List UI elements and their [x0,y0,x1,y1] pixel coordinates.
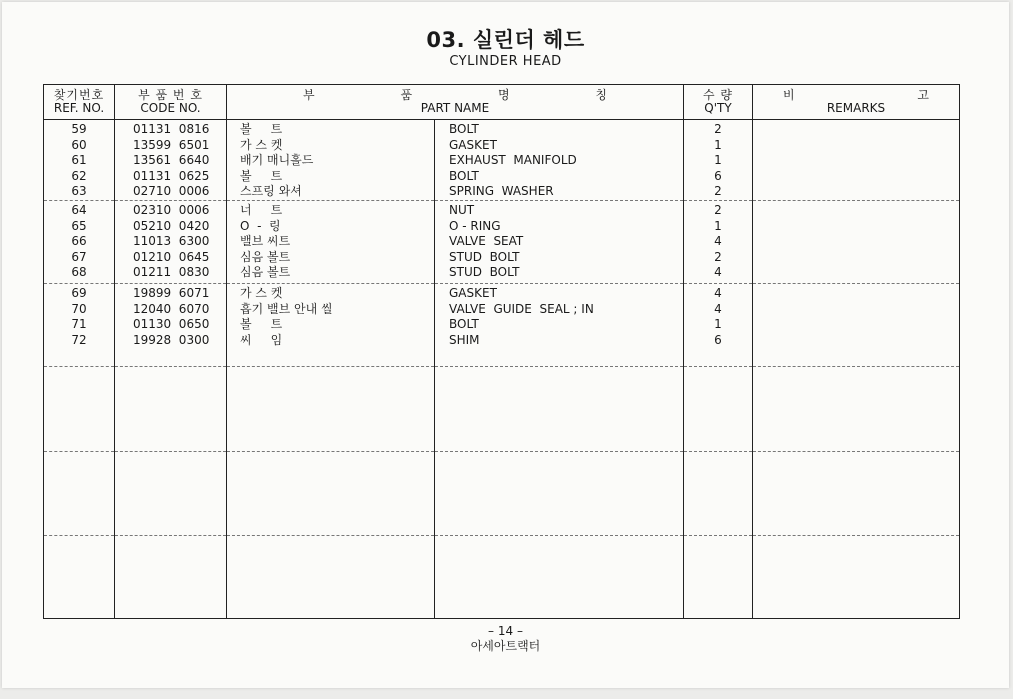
quantity: 2 [714,122,722,136]
part-name-ko-cell [227,535,435,618]
part-name-header-en: PART NAME [420,101,490,115]
ref-no-header-ko: 찾기번호 [53,88,105,102]
quantity: 4 [714,285,722,300]
code-no: 01211 0830 [133,265,210,280]
part-name-ko: 볼 트 [240,168,283,183]
quantity: 4 [714,265,722,280]
part-name-char-4: 칭 [595,88,607,102]
remarks-cell [753,120,960,201]
part-name-ko: 가 스 켓 [240,285,283,300]
part-name-en: SPRING WASHER [449,184,554,199]
ref-no: 60 [71,137,87,152]
quantity: 4 [714,234,722,249]
code-no-cell [115,535,227,618]
quantity-cell [684,283,753,366]
quantity: 2 [714,202,722,217]
part-name-ko: 스프링 와셔 [240,184,302,199]
code-no: 05210 0420 [133,218,210,233]
part-name-en: BOLT [449,317,479,332]
part-name-en: NUT [449,202,475,217]
part-name-en: BOLT [449,122,479,136]
ref-no-cell [44,283,115,366]
ref-no: 69 [71,285,87,300]
part-name-ko: 심음 볼트 [240,265,291,280]
code-no: 11013 6300 [133,234,210,249]
code-no-cell [115,120,227,201]
table-group-row [44,283,960,366]
quantity: 1 [714,218,722,233]
ref-no: 71 [71,317,87,332]
code-no-cell [115,283,227,366]
part-name-en: STUD BOLT [449,249,520,264]
ref-no-header-en: REF. NO. [53,101,105,115]
remarks-cell [753,366,960,451]
part-name-en-cell [435,200,684,283]
table-group-row [44,200,960,283]
table-group-row [44,120,960,201]
quantity-cell [684,200,753,283]
part-name-en: VALVE GUIDE SEAL ; IN [449,301,594,316]
document-page [2,2,1009,688]
part-name-ko: 씨 임 [240,332,283,347]
page-number: – 14 – [488,624,523,638]
ref-no: 70 [71,301,87,316]
code-no: 01131 0625 [133,168,210,183]
parts-table-body [44,120,960,619]
remarks-cell [753,451,960,535]
code-no: 02310 0006 [133,202,210,217]
page-footer [2,624,1009,654]
code-no: 12040 6070 [133,301,210,316]
part-name-char-3: 명 [497,88,510,102]
part-name-en: SHIM [449,332,480,347]
ref-no: 67 [71,249,87,264]
table-group-row [44,535,960,618]
ref-no-cell [44,200,115,283]
part-name-ko: 흡기 밸브 안내 씰 [240,301,333,316]
qty-header [684,85,753,120]
part-name-en-cell [435,451,684,535]
code-no-header-ko: 부 품 번 호 [138,88,203,102]
code-no: 02710 0006 [133,184,210,199]
quantity: 4 [714,301,722,316]
qty-header-ko: 수 량 [703,88,733,102]
part-name-en-cell [435,120,684,201]
part-name-ko: 배기 매니홀드 [240,153,314,168]
ref-no-cell [44,535,115,618]
footer-brand: 아세아트랙터 [470,639,541,653]
part-name-ko: O - 링 [240,218,281,233]
code-no-cell [115,451,227,535]
code-no: 13599 6501 [133,137,210,152]
part-name-en-cell [435,366,684,451]
quantity: 6 [714,168,722,183]
quantity: 1 [714,317,722,332]
page-title: 03. 실린더 헤드 [426,28,585,52]
ref-no-cell [44,451,115,535]
part-name-ko: 볼 트 [240,317,283,332]
code-no: 19928 0300 [133,332,210,347]
part-name-ko-cell [227,120,435,201]
remarks-char-2: 고 [917,88,929,102]
part-name-ko-cell [227,200,435,283]
part-name-char-2: 품 [400,88,413,102]
part-name-en-cell [435,283,684,366]
ref-no-cell [44,120,115,201]
ref-no: 64 [71,202,87,217]
table-group-row [44,366,960,451]
parts-table [43,84,960,619]
part-name-en: BOLT [449,168,479,183]
quantity: 6 [714,332,722,347]
part-name-ko: 볼 트 [240,122,283,136]
quantity-cell [684,451,753,535]
part-name-char-1: 부 [303,88,315,102]
ref-no: 65 [71,218,87,233]
remarks-header [753,85,960,120]
remarks-header-en: REMARKS [826,101,886,115]
part-name-ko: 가 스 켓 [240,137,283,152]
code-no-cell [115,200,227,283]
table-header-row [44,85,960,120]
part-name-en: STUD BOLT [449,265,520,280]
code-no: 13561 6640 [133,153,210,168]
ref-no-header [44,85,115,120]
ref-no: 61 [71,153,87,168]
quantity: 1 [714,137,722,152]
part-name-en: O - RING [449,218,501,233]
part-name-en-cell [435,535,684,618]
code-no: 01130 0650 [133,317,210,332]
ref-no: 66 [71,234,87,249]
code-no-header [115,85,227,120]
quantity-cell [684,535,753,618]
part-name-en: GASKET [449,285,497,300]
ref-no-cell [44,366,115,451]
ref-no: 59 [71,122,87,136]
quantity: 1 [714,153,722,168]
part-name-ko: 너 트 [240,202,283,217]
part-name-ko-cell [227,451,435,535]
part-name-en: GASKET [449,137,497,152]
ref-no: 68 [71,265,87,280]
code-no-header-en: CODE NO. [140,101,201,115]
part-name-ko: 밸브 씨트 [240,234,291,249]
ref-no: 62 [71,168,87,183]
part-name-ko-cell [227,283,435,366]
quantity: 2 [714,184,722,199]
code-no: 19899 6071 [133,285,210,300]
code-no: 01210 0645 [133,249,210,264]
ref-no: 72 [71,332,87,347]
ref-no: 63 [71,184,87,199]
page-subtitle: CYLINDER HEAD [449,54,562,69]
remarks-cell [753,200,960,283]
remarks-char-1: 비 [783,88,795,102]
part-name-en: EXHAUST MANIFOLD [449,153,577,168]
table-group-row [44,451,960,535]
remarks-cell [753,283,960,366]
quantity-cell [684,366,753,451]
quantity: 2 [714,249,722,264]
code-no-cell [115,366,227,451]
part-name-en: VALVE SEAT [449,234,524,249]
code-no: 01131 0816 [133,122,210,136]
qty-header-en: Q'TY [704,101,732,115]
part-name-ko-cell [227,366,435,451]
part-name-ko: 심음 볼트 [240,249,291,264]
quantity-cell [684,120,753,201]
remarks-cell [753,535,960,618]
part-name-header [227,85,684,120]
